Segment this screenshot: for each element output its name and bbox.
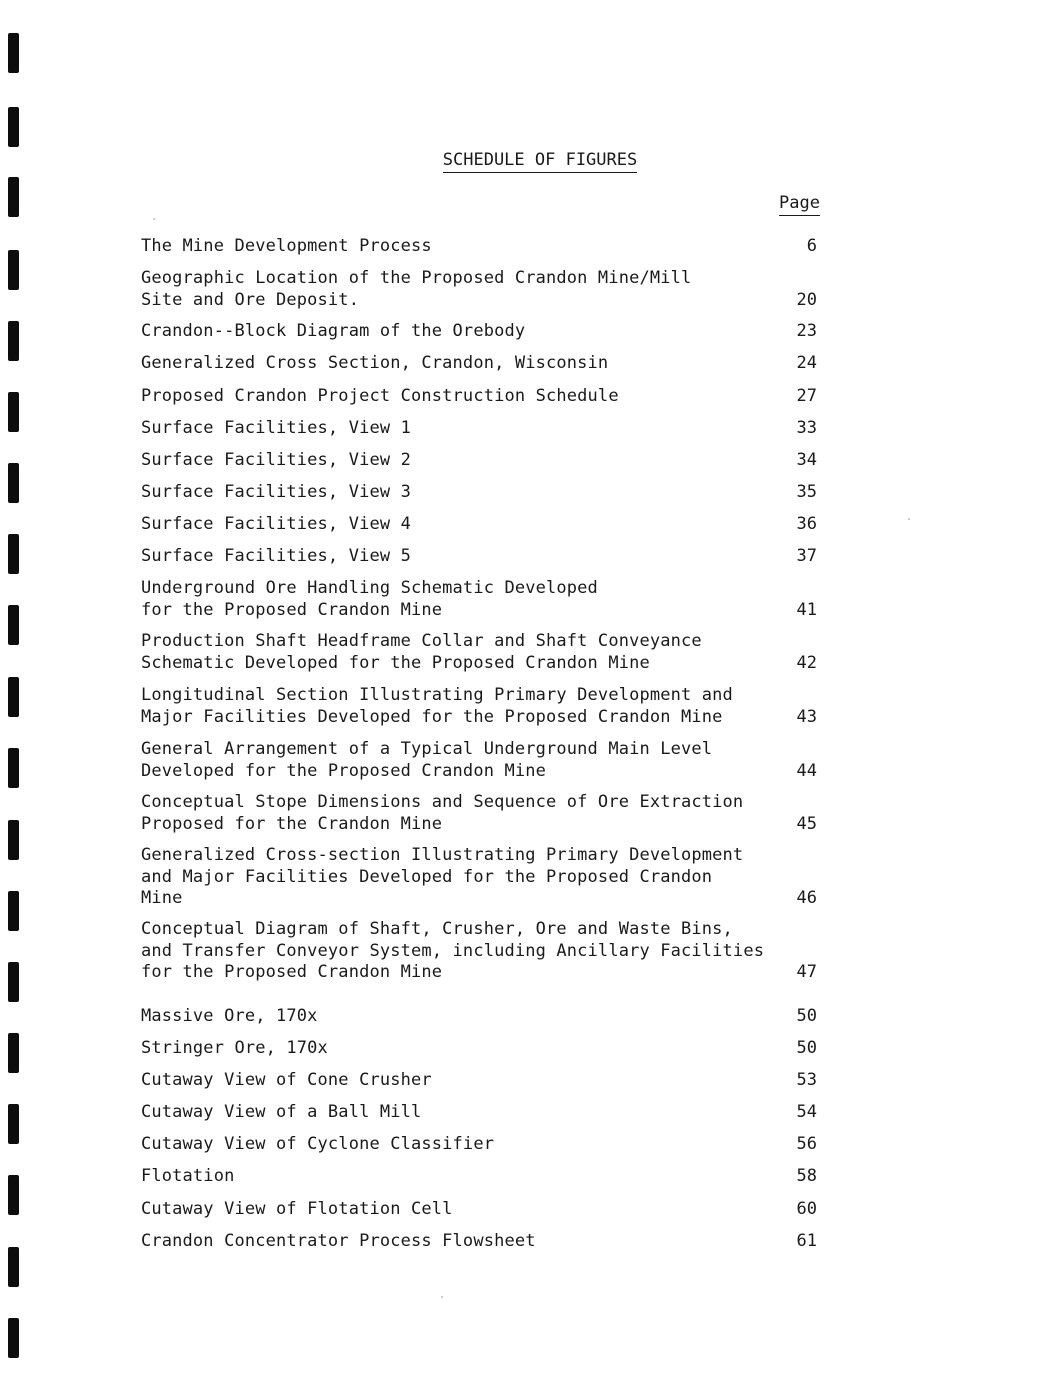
figure-entry bbox=[141, 1070, 841, 1092]
figure-entry bbox=[141, 1231, 841, 1253]
figure-page-number: 60 bbox=[796, 1199, 817, 1219]
figure-page-number: 36 bbox=[796, 514, 817, 534]
figure-entry bbox=[141, 1006, 841, 1028]
binding-hole bbox=[8, 605, 19, 645]
page-title-text: SCHEDULE OF FIGURES bbox=[443, 150, 637, 173]
binding-hole bbox=[8, 1104, 19, 1144]
binding-hole bbox=[8, 250, 19, 290]
figure-entry bbox=[141, 845, 841, 910]
figure-caption: Cutaway View of Flotation Cell bbox=[141, 1199, 453, 1219]
figure-caption: Production Shaft Headframe Collar and Shaft Conveyance Schematic Developed for the Proposed Crandon Mine bbox=[141, 631, 702, 673]
figure-entry bbox=[141, 685, 841, 728]
figure-page-number: 34 bbox=[796, 450, 817, 470]
figure-page-number: 50 bbox=[796, 1038, 817, 1058]
figure-caption: General Arrangement of a Typical Underground Main Level Developed for the Proposed Crandon Mine bbox=[141, 739, 713, 781]
binding-hole bbox=[8, 820, 19, 860]
figure-entry bbox=[141, 919, 841, 984]
figure-caption: Underground Ore Handling Schematic Developed for the Proposed Crandon Mine bbox=[141, 578, 598, 620]
figure-page-number: 41 bbox=[796, 599, 817, 620]
figure-page-number: 58 bbox=[796, 1166, 817, 1186]
figure-entry bbox=[141, 546, 841, 568]
figure-page-number: 47 bbox=[796, 962, 817, 982]
binding-hole bbox=[8, 321, 19, 361]
binding-hole bbox=[8, 107, 19, 147]
figure-page-number: 61 bbox=[796, 1231, 817, 1251]
figure-entry bbox=[141, 631, 841, 674]
figure-caption: Surface Facilities, View 3 bbox=[141, 482, 412, 502]
figure-entry bbox=[141, 1166, 841, 1188]
figure-page-number: 53 bbox=[796, 1070, 817, 1090]
page-title bbox=[0, 150, 1059, 170]
figure-entry bbox=[141, 353, 841, 375]
figure-caption: The Mine Development Process bbox=[141, 236, 432, 256]
figure-entry bbox=[141, 268, 841, 311]
figure-page-number: 45 bbox=[796, 813, 817, 834]
figure-page-number: 24 bbox=[796, 353, 817, 373]
binding-holes bbox=[8, 0, 20, 1380]
binding-hole bbox=[8, 962, 19, 1002]
figure-caption: Surface Facilities, View 2 bbox=[141, 450, 412, 470]
figure-entry bbox=[141, 1199, 841, 1221]
binding-hole bbox=[8, 1175, 19, 1215]
figure-caption: Crandon Concentrator Process Flowsheet bbox=[141, 1231, 536, 1251]
figure-entry bbox=[141, 482, 841, 504]
binding-hole bbox=[8, 1247, 19, 1287]
page-column-header bbox=[779, 193, 820, 213]
binding-hole bbox=[8, 1318, 19, 1358]
figure-caption: Generalized Cross-section Illustrating Primary Development and Major Facilities Developed for the Proposed Crandon Mine bbox=[141, 845, 744, 908]
figure-caption: Generalized Cross Section, Crandon, Wisconsin bbox=[141, 353, 609, 373]
binding-hole bbox=[8, 534, 19, 574]
figure-entry bbox=[141, 739, 841, 782]
figure-caption: Cutaway View of Cone Crusher bbox=[141, 1070, 432, 1090]
figure-page-number: 46 bbox=[796, 888, 817, 908]
binding-hole bbox=[8, 1033, 19, 1073]
binding-hole bbox=[8, 33, 19, 73]
figure-entry bbox=[141, 578, 841, 621]
figure-page-number: 20 bbox=[796, 289, 817, 310]
figure-caption: Stringer Ore, 170x bbox=[141, 1038, 328, 1058]
paper-speck bbox=[153, 218, 155, 220]
figure-caption: Cutaway View of Cyclone Classifier bbox=[141, 1134, 495, 1154]
figure-caption: Cutaway View of a Ball Mill bbox=[141, 1102, 422, 1122]
binding-hole bbox=[8, 891, 19, 931]
figure-caption: Surface Facilities, View 1 bbox=[141, 418, 412, 438]
page-column-label: Page bbox=[779, 193, 820, 216]
figure-page-number: 6 bbox=[806, 236, 817, 256]
figure-entry bbox=[141, 1038, 841, 1060]
figure-entry bbox=[141, 386, 841, 408]
figure-caption: Flotation bbox=[141, 1166, 235, 1186]
figure-page-number: 23 bbox=[796, 321, 817, 341]
figure-page-number: 37 bbox=[796, 546, 817, 566]
figure-page-number: 33 bbox=[796, 418, 817, 438]
figure-entry bbox=[141, 418, 841, 440]
binding-hole bbox=[8, 177, 19, 217]
paper-speck bbox=[908, 518, 910, 520]
figure-entry bbox=[141, 1134, 841, 1156]
figure-page-number: 50 bbox=[796, 1006, 817, 1026]
figure-entry bbox=[141, 236, 841, 258]
figure-page-number: 43 bbox=[796, 706, 817, 727]
binding-hole bbox=[8, 392, 19, 432]
figure-entry bbox=[141, 792, 841, 835]
figure-caption: Crandon--Block Diagram of the Orebody bbox=[141, 321, 526, 341]
figure-entry bbox=[141, 1102, 841, 1124]
figure-page-number: 42 bbox=[796, 652, 817, 673]
figure-caption: Conceptual Stope Dimensions and Sequence of Ore Extraction Proposed for the Crandon Mine bbox=[141, 792, 744, 834]
figure-caption: Proposed Crandon Project Construction Schedule bbox=[141, 386, 619, 406]
paper-speck bbox=[441, 1296, 443, 1298]
binding-hole bbox=[8, 677, 19, 717]
figure-caption: Geographic Location of the Proposed Crandon Mine/Mill Site and Ore Deposit. bbox=[141, 268, 692, 310]
binding-hole bbox=[8, 748, 19, 788]
figure-page-number: 54 bbox=[796, 1102, 817, 1122]
figure-page-number: 56 bbox=[796, 1134, 817, 1154]
figure-page-number: 35 bbox=[796, 482, 817, 502]
figure-caption: Longitudinal Section Illustrating Primary Development and Major Facilities Developed for the Proposed Crandon Mine bbox=[141, 685, 733, 727]
figure-entry bbox=[141, 321, 841, 343]
figure-entry bbox=[141, 450, 841, 472]
binding-hole bbox=[8, 463, 19, 503]
figure-page-number: 44 bbox=[796, 760, 817, 781]
figure-caption: Surface Facilities, View 5 bbox=[141, 546, 412, 566]
figure-caption: Conceptual Diagram of Shaft, Crusher, Ore and Waste Bins, and Transfer Conveyor System, including Ancillary Facilities for the Proposed Crandon Mine bbox=[141, 919, 765, 982]
figure-entry bbox=[141, 514, 841, 536]
figure-caption: Surface Facilities, View 4 bbox=[141, 514, 412, 534]
figure-caption: Massive Ore, 170x bbox=[141, 1006, 318, 1026]
figure-page-number: 27 bbox=[796, 386, 817, 406]
